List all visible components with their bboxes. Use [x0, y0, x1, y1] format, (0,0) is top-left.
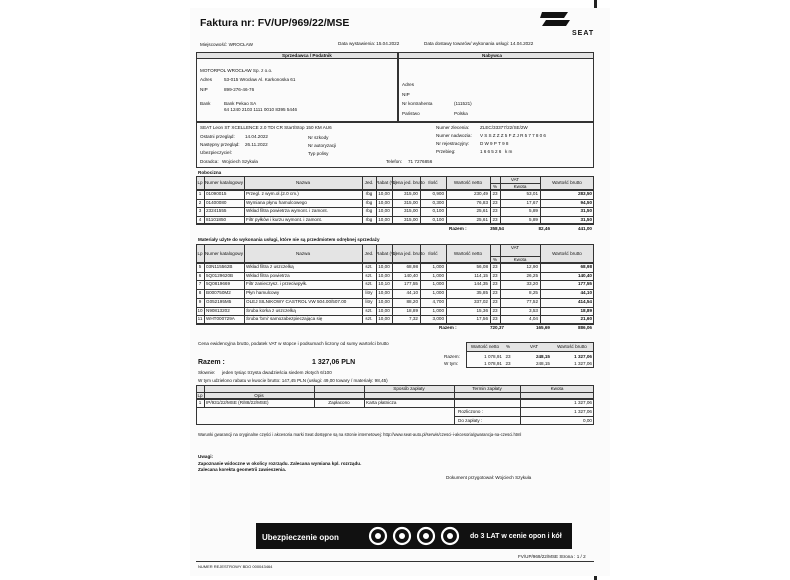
table-header-cell: Numer katalogowy — [204, 180, 244, 185]
table-cell: litry — [365, 298, 373, 304]
table-cell: Płyn hamulcowy — [246, 290, 280, 296]
table-cell: 33,20 — [526, 281, 538, 287]
table-cell: 7 — [198, 281, 202, 287]
phone: 71 7276856 — [408, 159, 433, 164]
table-cell: 4 — [198, 216, 202, 222]
table-cell: 6 — [198, 272, 202, 278]
seat-logo-icon — [538, 10, 572, 28]
payment-h-method: Sposób zapłaty — [393, 386, 425, 391]
table-cell: 77,52 — [526, 298, 538, 304]
prepared-by: Dokument przygotował: Wojciech Szykuła — [446, 475, 532, 480]
table-cell: 94,50 — [580, 199, 592, 205]
due-label: Do zapłaty : — [458, 418, 483, 423]
table-cell: rbg — [365, 191, 373, 196]
table-cell: OLEJ SILNIKOWY CASTROL VW 504.00/507.00 — [246, 298, 347, 304]
table-cell: 10,00 — [378, 264, 390, 269]
next-review-label: Następny przegląd: — [200, 142, 240, 147]
vat-summary-h-pct: % — [505, 344, 511, 349]
seller-nip-label: NIP — [200, 87, 208, 92]
vat-summary-row2-label: W tym: — [444, 361, 459, 366]
table-cell: 7,32 — [409, 316, 418, 322]
table-cell: 76,83 — [476, 199, 488, 205]
buyer-country: Polska — [454, 111, 468, 116]
payment-h-amount: Kwota — [550, 386, 564, 391]
table-header-cell: Numer katalogowy — [204, 250, 244, 256]
buyer-nip-label: NIP — [402, 92, 410, 97]
place: Miejscowość: WROCŁAW — [200, 42, 253, 47]
table-header-cell: Ilość — [428, 180, 438, 185]
table-cell: 2 — [198, 199, 202, 205]
table-cell: 1,000 — [432, 290, 444, 296]
pricing-note: Cena ewidencyjna brutto, podatek VAT w stopce i podsumach liczony od sumy wartości brutto — [198, 341, 389, 346]
table-cell: 5 — [198, 264, 202, 269]
auth-label: Nr autoryzacji — [308, 143, 337, 148]
payment-row-lp: 1 — [198, 400, 202, 405]
table-header-cell: Wartość netto — [453, 180, 483, 185]
table-cell: Przegl. z wym.ol.(2.0 cm.) — [246, 191, 299, 196]
table-cell: 4,04 — [529, 316, 538, 322]
table-cell: 4,700 — [432, 298, 444, 304]
table-cell: 10 — [197, 307, 203, 313]
materials-total-gross: 886,06 — [577, 325, 592, 330]
buyer-address-label: Adres — [402, 82, 415, 87]
table-cell: Filtr zanieczysz. i przeciwpyłk. — [246, 281, 308, 287]
table-cell: 10,00 — [378, 216, 390, 222]
table-cell: Wkład filtra powietrza — [246, 272, 290, 278]
vehicle-model: SEAT Leon ST XCELLENCE 2.0 TDI CR Start/Stop 150 KM AU6 — [200, 125, 332, 130]
scan-margin-right — [610, 0, 790, 580]
phone-label: Telefon: — [386, 159, 403, 164]
table-cell: 23 — [492, 216, 498, 222]
table-cell: 31,50 — [580, 216, 592, 222]
table-cell: 12,90 — [526, 264, 538, 269]
buyer-contractor: (111521) — [454, 101, 472, 106]
table-cell: 3 — [198, 208, 202, 213]
claim-label: Nr szkody — [308, 135, 329, 140]
column-divider — [204, 176, 205, 224]
amount-words-label: Słownie: — [198, 370, 216, 375]
seller-heading: Sprzedawca / Podatnik — [282, 53, 332, 58]
table-header-cell: Jed. — [364, 180, 374, 185]
grand-total: 1 327,06 PLN — [312, 359, 356, 366]
grand-total-label: Razem : — [198, 359, 225, 366]
table-cell: WHT000729A — [206, 316, 235, 322]
vin-label: Numer nadwozia: — [436, 133, 472, 138]
remarks-title: Uwagi: — [198, 454, 214, 459]
table-cell: szt. — [365, 281, 373, 287]
table-cell: 10,00 — [378, 191, 390, 196]
table-cell: 44,10 — [580, 290, 592, 296]
payment-row-status: Zapłacono — [328, 400, 350, 405]
seller-account: 64 1240 2103 1111 0010 8395 5446 — [224, 107, 298, 112]
table-header-cell: Nazwa — [295, 250, 311, 256]
table-cell: 1,000 — [432, 307, 444, 313]
materials-total-label: Razem : — [439, 325, 457, 330]
table-cell: 56,08 — [476, 264, 488, 269]
payment-h-due: Termin zapłaty — [472, 386, 502, 391]
buyer-country-label: Państwo — [402, 111, 420, 116]
advisor: Wojciech Szykuła — [222, 159, 258, 164]
payment-row-desc: IP/931/22/MSE (R/88/22/MSE) — [206, 400, 269, 405]
table-header-cell: Jed. — [364, 250, 374, 256]
vat-summary-row1-gross: 1 327,06 — [574, 354, 592, 359]
table-cell: 03N115562B — [206, 264, 233, 269]
table-header-cell: Rabat (%) — [376, 250, 397, 256]
table-cell: 10,00 — [378, 290, 390, 296]
table-cell: szt. — [365, 272, 373, 278]
vat-summary-row2-pct: 23 — [505, 361, 511, 366]
table-cell: Filtr pyłków i kurzu wymont. i zamont. — [246, 216, 323, 222]
table-cell: 10,00 — [378, 307, 390, 313]
table-cell: 414,54 — [577, 298, 592, 304]
table-cell: 1,000 — [432, 264, 444, 269]
table-cell: 23 — [492, 208, 498, 213]
vat-summary-row2-vat: 248,15 — [535, 361, 550, 366]
materials-total-net: 720,37 — [489, 325, 504, 330]
table-cell: 0,100 — [432, 216, 444, 222]
table-cell: 1 — [198, 191, 202, 196]
tires-icon — [366, 526, 462, 546]
table-cell: 23 — [492, 264, 498, 269]
table-cell: 5Q0129620B — [206, 272, 234, 278]
table-cell: szt. — [365, 264, 373, 269]
last-review: 14.04.2022 — [245, 134, 268, 139]
table-cell: 140,40 — [577, 272, 592, 278]
insurer-label: Ubezpieczyciel: — [200, 150, 232, 155]
table-cell: 5,89 — [529, 216, 538, 222]
vat-summary-h-net: Wartość netto — [470, 344, 500, 349]
table-cell: 10,10 — [378, 281, 390, 287]
payment-row-method: Karta płatnicza — [366, 400, 397, 405]
table-cell: rbg — [365, 199, 373, 205]
table-cell: 3,53 — [529, 307, 538, 313]
scan-margin-left — [0, 0, 160, 580]
table-header-cell: % — [492, 184, 498, 189]
reg-label: Nr rejestracyjny: — [436, 141, 470, 146]
remark-1: Zapoznanie widoczne w okolicy rozrządu. Zalecana wymiana kpl. rozrządu. — [198, 461, 362, 466]
vat-group-divider — [490, 256, 540, 257]
discount-info: W tym udzielono rabatu w kwocie brutto: 147,45 PLN (usługi: 49,00 towary / materiały: 98,45) — [198, 378, 388, 383]
table-cell: 10,00 — [378, 208, 390, 213]
seller-address: 53-015 Wrocław Al. Karkonoska 61 — [224, 77, 296, 82]
table-cell: 315,00 — [403, 208, 418, 213]
table-cell: 177,55 — [577, 281, 592, 287]
issue-date: Data wystawienia: 15.04.2022 — [338, 41, 400, 46]
table-cell: 23 — [492, 281, 498, 287]
table-cell: 23241555 — [206, 208, 227, 213]
table-cell: 23 — [492, 272, 498, 278]
table-cell: Wymiana płynu hamulcowego — [246, 199, 307, 205]
table-header-cell: Cena jed. brutto — [392, 250, 425, 256]
table-cell: G052195M5 — [206, 298, 232, 304]
labor-total-label: Razem : — [449, 226, 467, 231]
vat-summary-row1-label: Razem: — [444, 354, 460, 359]
table-cell: 18,89 — [406, 307, 418, 313]
table-cell: 0,300 — [432, 199, 444, 205]
table-cell: 177,55 — [403, 281, 418, 287]
vat-summary-row1-net: 1 078,91 — [484, 354, 502, 359]
table-cell: 5,89 — [529, 208, 538, 213]
table-cell: Wkład filtra z uszczelką — [246, 264, 294, 269]
last-review-label: Ostatni przegląd: — [200, 134, 235, 139]
table-cell: Śruba 'bmi' samozabezpieczająca się — [246, 316, 323, 322]
table-cell: 0,100 — [432, 208, 444, 213]
brand-name: SEAT — [572, 30, 595, 37]
table-cell: 01090015 — [206, 191, 227, 196]
amount-words: jeden tysiąc trzysta dwadzieścia siedem złotych 6/100 — [222, 370, 332, 375]
payment-row-amount: 1 327,06 — [574, 400, 592, 405]
due-amount: 0,00 — [583, 418, 592, 423]
table-header-cell: Wartość brutto — [552, 180, 582, 185]
document-reference: FV/UP/969/22/MSE Strona : 1 / 2 — [518, 554, 586, 559]
materials-total-vat: 165,69 — [535, 325, 550, 330]
table-header-cell: Cena jed. brutto — [392, 180, 425, 185]
table-cell: rbg — [365, 216, 373, 222]
table-cell: 23 — [492, 298, 498, 304]
table-cell: 31,50 — [580, 208, 592, 213]
table-cell: 35,85 — [476, 290, 488, 296]
vin: VSSZZZ5FZJR577806 — [480, 133, 548, 138]
table-header-cell: Wartość netto — [453, 250, 483, 256]
order-label: Numer zlecenia: — [436, 125, 470, 130]
vat-group-divider — [490, 183, 540, 184]
seller-bank: Bank Pekao SA — [224, 101, 257, 106]
table-cell: 68,98 — [580, 264, 592, 269]
table-header-cell: Rabat (%) — [376, 180, 397, 185]
buyer-heading: Nabywca — [482, 53, 502, 58]
table-cell: 23 — [492, 290, 498, 296]
vat-summary-h-vat: VAT — [529, 344, 539, 349]
table-cell: N90813202 — [206, 307, 230, 313]
vat-summary-row2-gross: 1 327,06 — [574, 361, 592, 366]
vat-summary-h-gross: Wartość brutto — [557, 344, 587, 349]
next-review: 26.11.2022 — [245, 142, 268, 147]
seller-bank-label: Bank — [200, 101, 211, 106]
table-cell: szt. — [365, 307, 373, 313]
table-cell: 230,49 — [473, 191, 488, 196]
table-cell: rbg — [365, 208, 373, 213]
table-cell: 01400080 — [206, 199, 227, 205]
registration: DW9PT98 — [480, 141, 510, 146]
warranty-note: Warunki gwarancji na oryginalne części i akcesoria marki Seat dostępne są na stronie internetowej: http://www.seat-auto.pl/serwis/czesci-i-akcesoria/gwarancja-na-czesci.html — [198, 432, 522, 437]
policy-label: Typ polisy — [308, 151, 329, 156]
seller-name: MOTORPOL WROCŁAW Sp. z o.o. — [200, 68, 273, 73]
banner-right-text: do 3 LAT w cenie opon i kół — [470, 533, 562, 540]
table-cell: 23 — [492, 191, 498, 196]
table-cell: 315,00 — [403, 199, 418, 205]
advisor-label: Doradca: — [200, 159, 219, 164]
table-cell: 81101850 — [206, 216, 227, 222]
table-cell: 11 — [197, 316, 203, 322]
table-cell: 140,40 — [403, 272, 418, 278]
table-cell: 315,00 — [403, 191, 418, 196]
table-cell: 53,01 — [526, 191, 538, 196]
table-cell: 17,67 — [526, 199, 538, 205]
table-cell: 10,00 — [378, 199, 390, 205]
tire-insurance-banner — [256, 523, 572, 549]
table-cell: szt. — [365, 316, 373, 322]
table-header-cell: Wartość brutto — [552, 250, 582, 256]
table-cell: litry — [365, 290, 373, 296]
buyer-contractor-label: Nr kontrahenta — [402, 101, 433, 106]
settled-label: Rozliczono : — [458, 409, 484, 414]
table-cell: 8,25 — [529, 290, 538, 296]
invoice-title: Faktura nr: FV/UP/969/22/MSE — [200, 17, 350, 29]
buyer-box — [398, 52, 594, 122]
table-cell: 21,60 — [580, 316, 592, 322]
table-cell: 88,20 — [406, 298, 418, 304]
table-cell: 25,61 — [476, 208, 488, 213]
table-cell: 10,00 — [378, 298, 390, 304]
table-header-cell: Kwota — [513, 184, 527, 189]
banner-left-text: Ubezpieczenie opon — [262, 533, 339, 542]
table-cell: 18,89 — [580, 307, 592, 313]
vat-summary-row1-pct: 23 — [505, 354, 511, 359]
order-number: ZLEC/33377/22/SE/2W — [480, 125, 528, 130]
vat-summary-row1-vat: 248,15 — [535, 354, 550, 359]
table-header-cell: Kwota — [513, 257, 527, 262]
table-cell: 315,00 — [403, 216, 418, 222]
payment-h-desc: Opis — [254, 393, 264, 398]
table-row-divider — [196, 224, 594, 225]
table-cell: 44,10 — [406, 290, 418, 296]
seller-address-label: Adres — [200, 77, 213, 82]
labor-total-vat: 82,46 — [538, 226, 550, 231]
table-cell: 10,00 — [378, 272, 390, 278]
vat-summary-row2-net: 1 078,91 — [484, 361, 502, 366]
table-cell: 0,900 — [432, 191, 444, 196]
bdo-number: NUMER REJESTROWY BDO 000043464 — [198, 564, 273, 569]
table-cell: 23 — [492, 316, 498, 322]
mileage: 166526 km — [480, 149, 514, 154]
delivery-date: Data dostawy towarów/ wykonania usługi: 14.04.2022 — [424, 41, 534, 46]
table-cell: 17,56 — [476, 316, 488, 322]
table-cell: 337,02 — [473, 298, 488, 304]
mileage-label: Przebieg: — [436, 149, 456, 154]
column-divider — [204, 244, 205, 324]
table-header-cell: Ilość — [428, 250, 438, 256]
payment-h-lp: Lp — [197, 393, 203, 398]
labor-total-net: 358,54 — [489, 226, 504, 231]
invoice-page — [190, 8, 610, 576]
table-cell: 9 — [198, 298, 202, 304]
table-cell: B000750M2 — [206, 290, 231, 296]
table-header-cell: Nazwa — [295, 180, 311, 185]
table-cell: 1,000 — [432, 281, 444, 287]
table-cell: 23 — [492, 199, 498, 205]
table-cell: 5Q0819669 — [206, 281, 231, 287]
table-cell: 68,98 — [406, 264, 418, 269]
table-cell: Wkład filtra powietrza wymont. i zamont. — [246, 208, 328, 213]
table-cell: 8 — [198, 290, 202, 296]
labor-total-gross: 441,00 — [577, 226, 592, 231]
table-cell: 26,25 — [526, 272, 538, 278]
labor-section-title: Robocizna — [198, 170, 222, 175]
table-cell: 283,50 — [577, 191, 592, 196]
table-header-cell: Lp — [197, 250, 203, 256]
table-cell: 15,36 — [476, 307, 488, 313]
remark-2: Zalecana korekta geometrii zawieszenia. — [198, 467, 287, 472]
table-cell: 25,61 — [476, 216, 488, 222]
settled-amount: 1 327,06 — [574, 409, 592, 414]
table-header-vat-group: VAT — [510, 177, 520, 182]
table-cell: Śruba korka z uszczelką — [246, 307, 296, 313]
table-cell: 23 — [492, 307, 498, 313]
table-header-vat-group: VAT — [510, 245, 520, 250]
table-cell: 1,000 — [432, 272, 444, 278]
materials-section-title: Materiały użyte do wykonania usługi, które nie są przedmiotem odrębnej sprzedaży — [198, 237, 380, 242]
table-cell: 10,00 — [378, 316, 390, 322]
table-cell: 114,15 — [474, 272, 488, 278]
table-header-cell: % — [492, 257, 498, 262]
table-cell: 3,000 — [432, 316, 444, 322]
table-header-cell: Lp — [197, 180, 203, 185]
seller-nip: 899-276-46-76 — [224, 87, 255, 92]
table-cell: 144,35 — [473, 281, 488, 287]
